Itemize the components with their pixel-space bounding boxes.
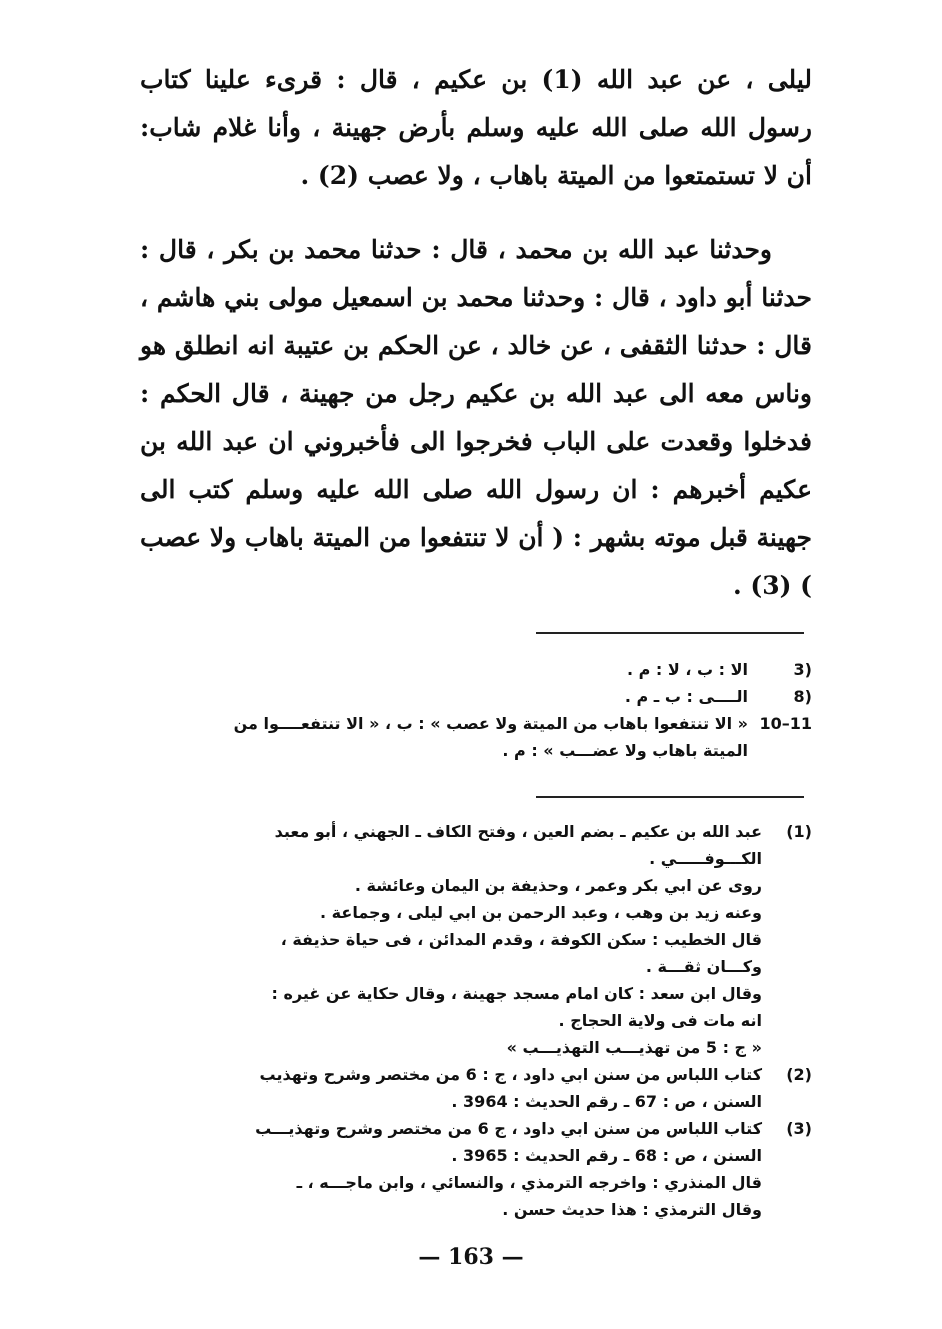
- footnote-line: قال المنذري : واخرجه الترمذي ، والنسائي ، وابن ماجـــه ، ـ: [296, 1173, 762, 1192]
- footnotes: [140, 818, 812, 1223]
- main-paragraph-2: [140, 226, 812, 610]
- variant-text: الميتة باهاب ولا عضـــب » : م .: [502, 741, 748, 760]
- variant-line-ref: 3): [793, 660, 812, 679]
- footnote-line: وقال ابن سعد : كان امام مسجد جهينة ، وقال حكاية عن غيره :: [271, 984, 762, 1003]
- footnote-line: وعنه زيد بن وهب ، وعبد الرحمن بن ابي ليلى ، وجماعة .: [320, 903, 762, 922]
- main-paragraph-1: [140, 56, 812, 200]
- footnote-line: الكـــوفـــــي .: [649, 849, 762, 868]
- footnote-number: (3): [786, 1119, 812, 1138]
- footnote-line: السنن ، ص : 68 ـ رقم الحديث : 3965 .: [451, 1146, 762, 1165]
- footnote-line: قال الخطيب : سكن الكوفة ، وقدم المدائن ، فى حياة حذيفة ،: [280, 930, 762, 949]
- footnote-line: كتاب اللباس من سنن ابي داود ، ج 6 من مختصر وشرح وتهذيـــب: [255, 1119, 762, 1138]
- footnote-divider-variants: [536, 632, 804, 634]
- variant-line-ref: 10–11: [759, 714, 812, 733]
- variant-text: « الا تنتفعوا باهاب من الميتة ولا عصب » : ب ، « الا تنتفعــــوا من: [233, 714, 748, 733]
- variant-note: [140, 656, 812, 683]
- variant-line-ref: 8): [793, 687, 812, 706]
- paragraph-text: ليلى ، عن عبد الله (1) بن عكيم ، قال : قرىء علينا كتاب رسول الله صلى الله عليه وسلم بأرض جهينة ، وأنا غلام شاب: أن لا تستمتعوا من الميتة باهاب ، ولا عصب (2) .: [140, 65, 812, 190]
- variant-text: الا : ب ، لا : م .: [626, 660, 748, 679]
- footnote-line: روى عن ابي بكر وعمر ، وحذيفة بن اليمان وعائشة .: [354, 876, 762, 895]
- footnote-number: (2): [786, 1065, 812, 1084]
- variant-readings: [140, 656, 812, 764]
- variant-text: الــــى : ب ـ م .: [624, 687, 748, 706]
- footnote-line: انه مات فى ولاية الحجاج .: [558, 1011, 762, 1030]
- footnote-line: « ج : 5 من تهذيـــب التهذيـــب »: [506, 1038, 762, 1057]
- paragraph-text: وحدثنا عبد الله بن محمد ، قال : حدثنا محمد بن بكر ، قال : حدثنا أبو داود ، قال : وحدثنا محمد بن اسمعيل مولى بني هاشم ، قال : حدثنا الثقفى ، عن خالد ، عن الحكم بن عتيبة انه انطلق هو وناس معه الى عبد الله بن عكيم رجل من جهينة ، قال الحكم : فدخلوا وقعدت على الباب فخرجوا الى فأخبروني ان عبد الله بن عكيم أخبرهم : ان رسول الله صلى الله عليه وسلم كتب الى جهينة قبل موته بشهر : ( أن لا تنتفعوا من الميتة باهاب ولا عصب ) (3) .: [140, 235, 812, 600]
- footnote-line: عبد الله بن عكيم ـ بضم العين ، وفتح الكاف ـ الجهني ، أبو معبد: [274, 822, 762, 841]
- footnote-number: (1): [786, 822, 812, 841]
- page-number: — 163 —: [418, 1244, 524, 1270]
- footnote-line: السنن ، ص : 67 ـ رقم الحديث : 3964 .: [451, 1092, 762, 1111]
- footnote-divider: [536, 796, 804, 798]
- variant-note: [140, 683, 812, 710]
- footnote: [140, 818, 812, 1061]
- footnote-line: وكـــان ثقـــة .: [645, 957, 762, 976]
- footnote-line: وقال الترمذي : هذا حديث حسن .: [502, 1200, 762, 1219]
- footnote: [140, 1061, 812, 1115]
- footnote: [140, 1115, 812, 1223]
- variant-note: [140, 710, 812, 764]
- footnote-line: كتاب اللباس من سنن ابي داود ، ج : 6 من مختصر وشرح وتهذيب: [259, 1065, 762, 1084]
